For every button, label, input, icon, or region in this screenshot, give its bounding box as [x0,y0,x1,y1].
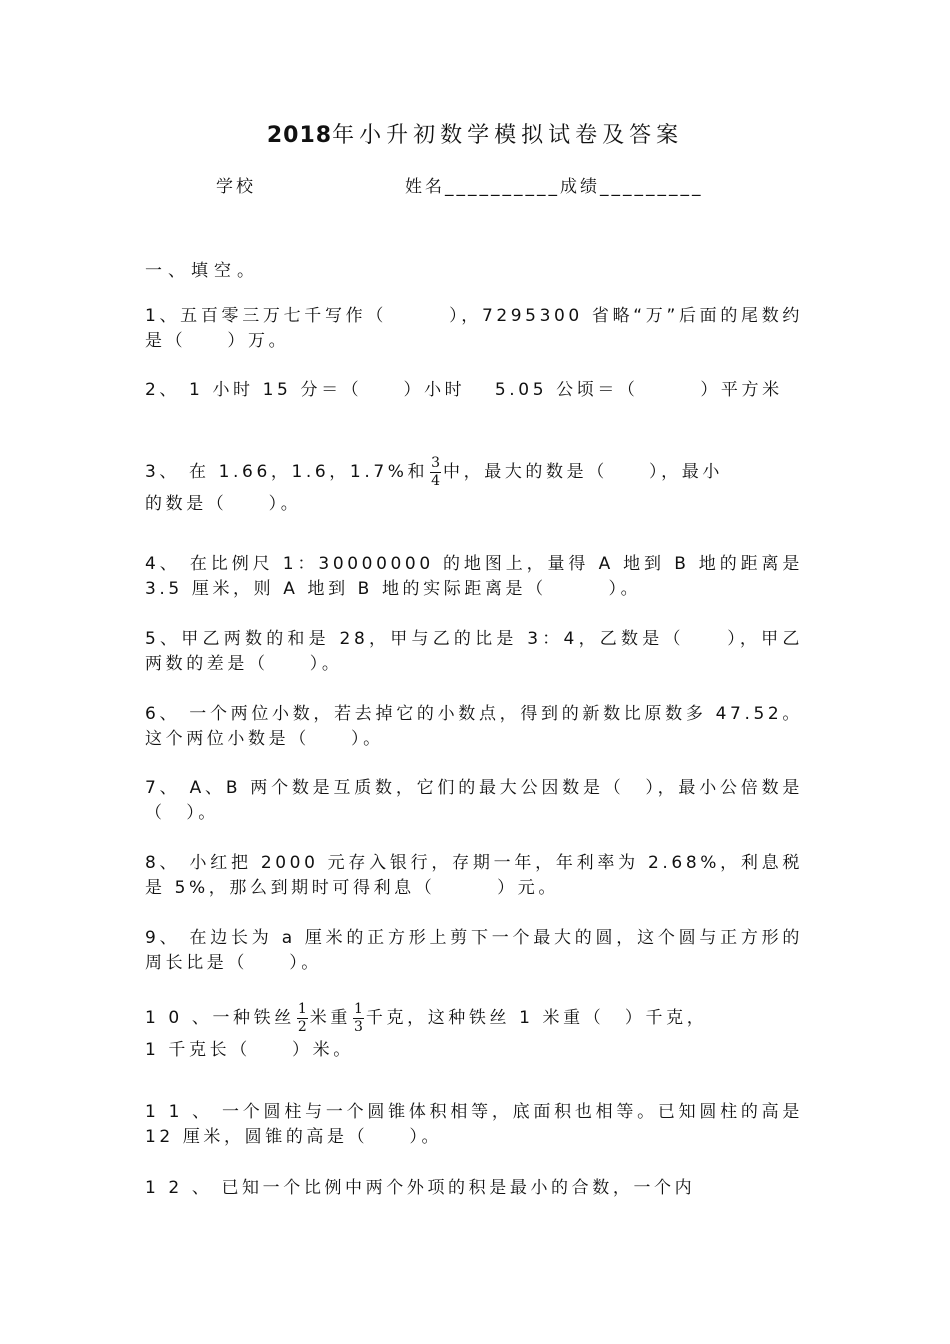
question-9: 9、 在边长为 a 厘米的正方形上剪下一个最大的圆，这个圆与正方形的周长比是（ ）。 [145,928,803,973]
question-1: 1、五百零三万七千写作（ ），7295300 省略“万”后面的尾数约是（ ）万。 [145,306,803,351]
question-7: 7、 A、B 两个数是互质数，它们的最大公因数是（ ），最小公倍数是（ ）。 [145,778,803,823]
fraction-numerator: 3 [431,454,441,471]
fraction-denominator: 3 [353,1018,363,1035]
question-10 [145,998,803,1063]
question-8: 8、 小红把 2000 元存入银行，存期一年，年利率为 2.68%，利息税是 5%，那么到期时可得利息（ ）元。 [145,853,803,898]
question-10-text-b: 米重 [309,1008,351,1028]
fraction-one-half [297,1001,308,1036]
question-10-text-a: 1 0 、一种铁丝 [145,1008,295,1028]
question-5: 5、甲乙两数的和是 28，甲与乙的比是 3：4，乙数是（ ），甲乙两数的差是（ ）。 [145,629,803,674]
name-score-field: 姓名__________成绩_________ [405,177,704,197]
title-text: 年小升初数学模拟试卷及答案 [332,123,684,148]
fraction-numerator: 1 [297,1000,307,1017]
fraction-denominator: 2 [297,1018,307,1035]
question-3-text-a: 3、 在 1.66，1.6，1.7%和 [145,462,429,482]
section-heading: 一、填空。 [145,261,260,281]
question-2: 2、 1 小时 15 分＝（ ）小时 5.05 公顷＝（ ）平方米 [145,380,783,400]
title-year: 2018 [266,123,333,148]
question-3-line-2: 的数是（ ）。 [145,494,302,514]
fraction-one-third [353,1001,364,1036]
fraction-three-quarters [430,455,441,490]
question-10-text-c: 千克，这种铁丝 1 米重（ ）千克， [365,1008,708,1028]
question-6: 6、 一个两位小数，若去掉它的小数点，得到的新数比原数多 47.52。这个两位小数是（ ）。 [145,704,803,749]
question-11: 1 1 、 一个圆柱与一个圆锥体积相等，底面积也相等。已知圆柱的高是 12 厘米，圆锥的高是（ ）。 [145,1102,803,1147]
question-3 [145,452,803,517]
fraction-denominator: 4 [431,472,441,489]
question-12: 1 2 、 已知一个比例中两个外项的积是最小的合数，一个内 [145,1178,696,1198]
page-title [0,118,950,149]
question-3-text-b: 中，最大的数是（ ），最小 [443,462,723,482]
fraction-numerator: 1 [353,1000,363,1017]
school-label: 学校 [216,177,256,197]
question-4: 4、 在比例尺 1：30000000 的地图上，量得 A 地到 B 地的距离是 3.5 厘米，则 A 地到 B 地的实际距离是（ ）。 [145,554,803,599]
question-10-line-2: 1 千克长（ ）米。 [145,1040,354,1060]
